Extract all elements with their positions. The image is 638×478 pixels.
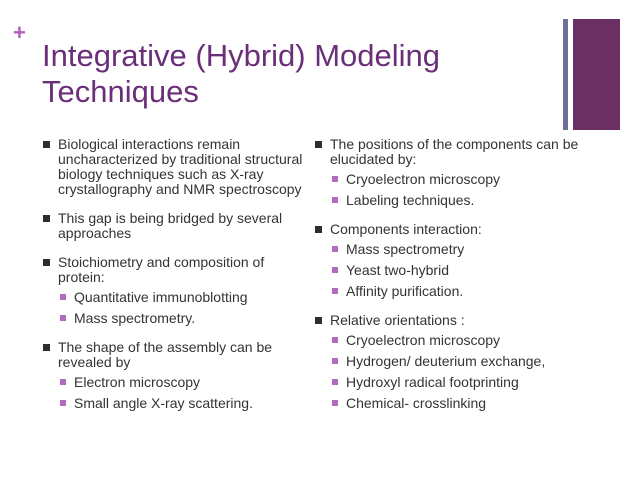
sub-bullet-item [58,375,304,390]
bullet-item [314,313,604,411]
right-bullet-list [314,137,604,411]
sub-bullet-item [330,193,604,208]
sub-bullet-item [330,375,604,390]
sub-bullet-item [330,333,604,348]
bullet-item [314,137,604,208]
bullet-item [42,211,304,241]
sub-bullet-list [58,290,304,326]
bullet-text: This gap is being bridged by several approaches [58,210,283,241]
bullet-text: The positions of the components can be elucidated by: [330,136,579,167]
square-sub-bullet-icon [60,315,66,321]
square-sub-bullet-icon [332,358,338,364]
square-sub-bullet-icon [332,197,338,203]
sub-bullet-list [330,172,604,208]
square-bullet-icon [43,141,50,148]
sub-bullet-item [330,354,604,369]
bullet-text: Biological interactions remain uncharacterized by traditional structural biology techniques such as X-ray crystallography and NMR spectroscopy [58,136,303,197]
sub-bullet-item [58,396,304,411]
sub-bullet-text: Cryoelectron microscopy [346,171,501,187]
sub-bullet-text: Electron microscopy [74,374,201,390]
slide-title: Integrative (Hybrid) Modeling Techniques [42,38,441,109]
square-sub-bullet-icon [332,288,338,294]
bullet-text: The shape of the assembly can be revealed by [58,339,273,370]
sub-bullet-item [330,396,604,411]
decorative-thin-bar [563,19,568,130]
square-sub-bullet-icon [60,294,66,300]
sub-bullet-list [58,375,304,411]
bullet-text: Stoichiometry and composition of protein: [58,254,265,285]
right-column [314,137,604,425]
sub-bullet-text: Labeling techniques. [346,192,475,208]
square-sub-bullet-icon [332,400,338,406]
bullet-item [42,137,304,197]
bullet-text: Components interaction: [330,221,482,237]
square-sub-bullet-icon [60,400,66,406]
sub-bullet-text: Quantitative immunoblotting [74,289,248,305]
sub-bullet-text: Yeast two-hybrid [346,262,449,278]
sub-bullet-text: Cryoelectron microscopy [346,332,501,348]
bullet-item [314,222,604,299]
square-sub-bullet-icon [332,176,338,182]
square-bullet-icon [43,344,50,351]
sub-bullet-text: Hydrogen/ deuterium exchange, [346,353,546,369]
sub-bullet-text: Hydroxyl radical footprinting [346,374,519,390]
sub-bullet-item [330,263,604,278]
square-bullet-icon [43,215,50,222]
sub-bullet-text: Mass spectrometry. [74,310,196,326]
square-bullet-icon [315,226,322,233]
sub-bullet-text: Affinity purification. [346,283,464,299]
square-sub-bullet-icon [332,246,338,252]
sub-bullet-text: Small angle X-ray scattering. [74,395,253,411]
sub-bullet-list [330,333,604,411]
sub-bullet-item [330,172,604,187]
sub-bullet-item [58,311,304,326]
bullet-item [42,255,304,326]
sub-bullet-item [58,290,304,305]
sub-bullet-item [330,284,604,299]
sub-bullet-text: Chemical- crosslinking [346,395,487,411]
decorative-thick-bar [573,19,620,130]
square-sub-bullet-icon [60,379,66,385]
square-sub-bullet-icon [332,267,338,273]
bullet-item [42,340,304,411]
plus-mark: + [13,20,26,45]
bullet-text: Relative orientations : [330,312,465,328]
sub-bullet-item [330,242,604,257]
square-bullet-icon [43,259,50,266]
left-column [42,137,304,425]
left-bullet-list [42,137,304,411]
square-bullet-icon [315,141,322,148]
sub-bullet-list [330,242,604,299]
square-bullet-icon [315,317,322,324]
sub-bullet-text: Mass spectrometry [346,241,465,257]
square-sub-bullet-icon [332,379,338,385]
square-sub-bullet-icon [332,337,338,343]
